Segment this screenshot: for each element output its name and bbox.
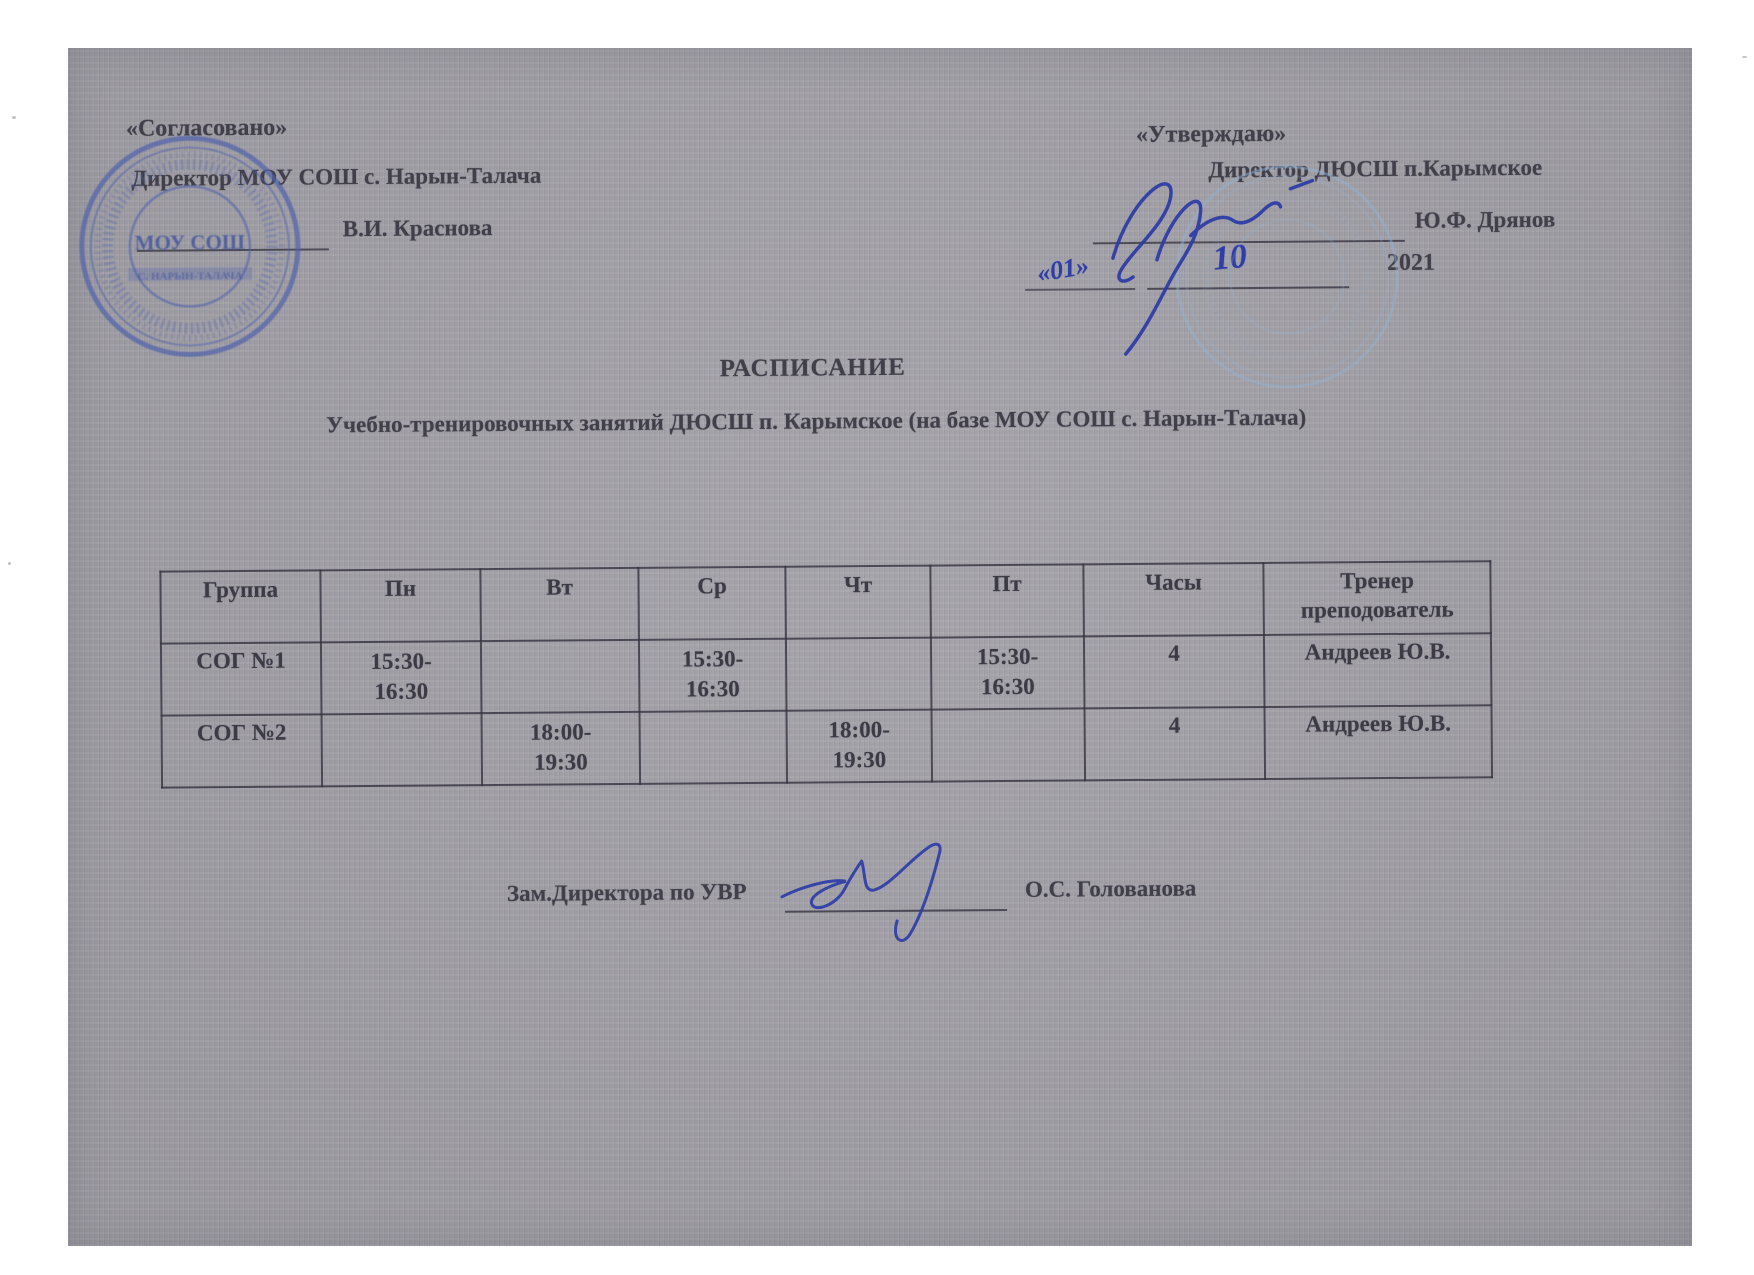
footer-signatory: О.С. Голованова (1024, 875, 1197, 902)
approval-left-position: Директор МОУ СОШ с. Нарын-Талача (131, 162, 542, 191)
time-value (680, 736, 746, 737)
cell-tue (482, 712, 641, 785)
cell-hours: 4 (1084, 635, 1265, 708)
time-value (975, 734, 1041, 735)
cell-wed (639, 639, 787, 712)
header-thu: Чт (785, 566, 931, 639)
cell-group: СОГ №2 (162, 714, 323, 787)
cell-mon (322, 713, 483, 786)
footer-handwritten-signature (749, 823, 1020, 955)
cell-wed (640, 711, 788, 784)
header-wed: Ср (638, 567, 786, 640)
time-value (826, 663, 892, 664)
cell-fri (931, 708, 1085, 781)
header-fri: Пт (930, 564, 1084, 637)
scan-speck (12, 116, 16, 119)
school-round-stamp (72, 128, 309, 365)
table-header-row (160, 561, 1491, 643)
header-tue: Вт (480, 568, 639, 641)
document-paper (68, 48, 1692, 1246)
table-row-sog2 (162, 705, 1493, 787)
date-month-handwritten: 10 (1211, 237, 1249, 278)
header-trainer: Тренер преподователь (1263, 561, 1491, 635)
scan-speck (8, 562, 11, 565)
time-value: 15:30-16:30 (976, 643, 1039, 700)
schedule-table (159, 560, 1493, 788)
approval-left-signatory: В.И. Краснова (342, 215, 493, 242)
scan-speck (1742, 56, 1747, 58)
cell-fri (931, 636, 1085, 709)
header-hours: Часы (1083, 563, 1264, 636)
date-year: 2021 (1386, 249, 1436, 277)
approval-right-signatory: Ю.Ф. Дрянов (1414, 206, 1556, 233)
table-row-sog1 (161, 633, 1492, 715)
header-group: Группа (160, 570, 321, 643)
schedule-subtitle: Учебно-тренировочных занятий ДЮСШ п. Карымское (на базе МОУ СОШ с. Нарын-Талача) (326, 404, 1307, 438)
time-value: 18:00-19:30 (828, 716, 890, 773)
cell-thu (786, 638, 932, 711)
time-value (369, 739, 435, 740)
cell-trainer: Андреев Ю.В. (1264, 705, 1492, 779)
header-mon: Пн (320, 569, 481, 642)
cell-mon (321, 641, 482, 714)
approval-right-title: «Утверждаю» (1135, 120, 1287, 148)
date-day-handwritten: «01» (1034, 250, 1091, 288)
cell-group: СОГ №1 (161, 642, 322, 715)
schedule-title: РАСПИСАНИЕ (719, 353, 907, 383)
time-value: 15:30-16:30 (370, 648, 432, 704)
time-value (527, 665, 593, 666)
footer-label: Зам.Директора по УВР (506, 879, 747, 906)
stamp-center-text: МОУ СОШ (134, 229, 245, 255)
cell-hours: 4 (1084, 707, 1265, 780)
cell-tue (481, 640, 640, 713)
document-content (63, 42, 1696, 1253)
approval-right-position: Директор ДЮСШ п.Карымское (1208, 154, 1543, 183)
approval-left-title: «Согласовано» (125, 114, 288, 142)
time-value: 15:30-16:30 (681, 646, 744, 702)
director-signature (1064, 156, 1386, 369)
time-value: 18:00-19:30 (529, 719, 592, 775)
cell-thu (786, 710, 932, 783)
cell-trainer: Андреев Ю.В. (1264, 633, 1492, 707)
stamp-center-subtext: С. НАРЫН-ТАЛАЧА (137, 269, 243, 283)
